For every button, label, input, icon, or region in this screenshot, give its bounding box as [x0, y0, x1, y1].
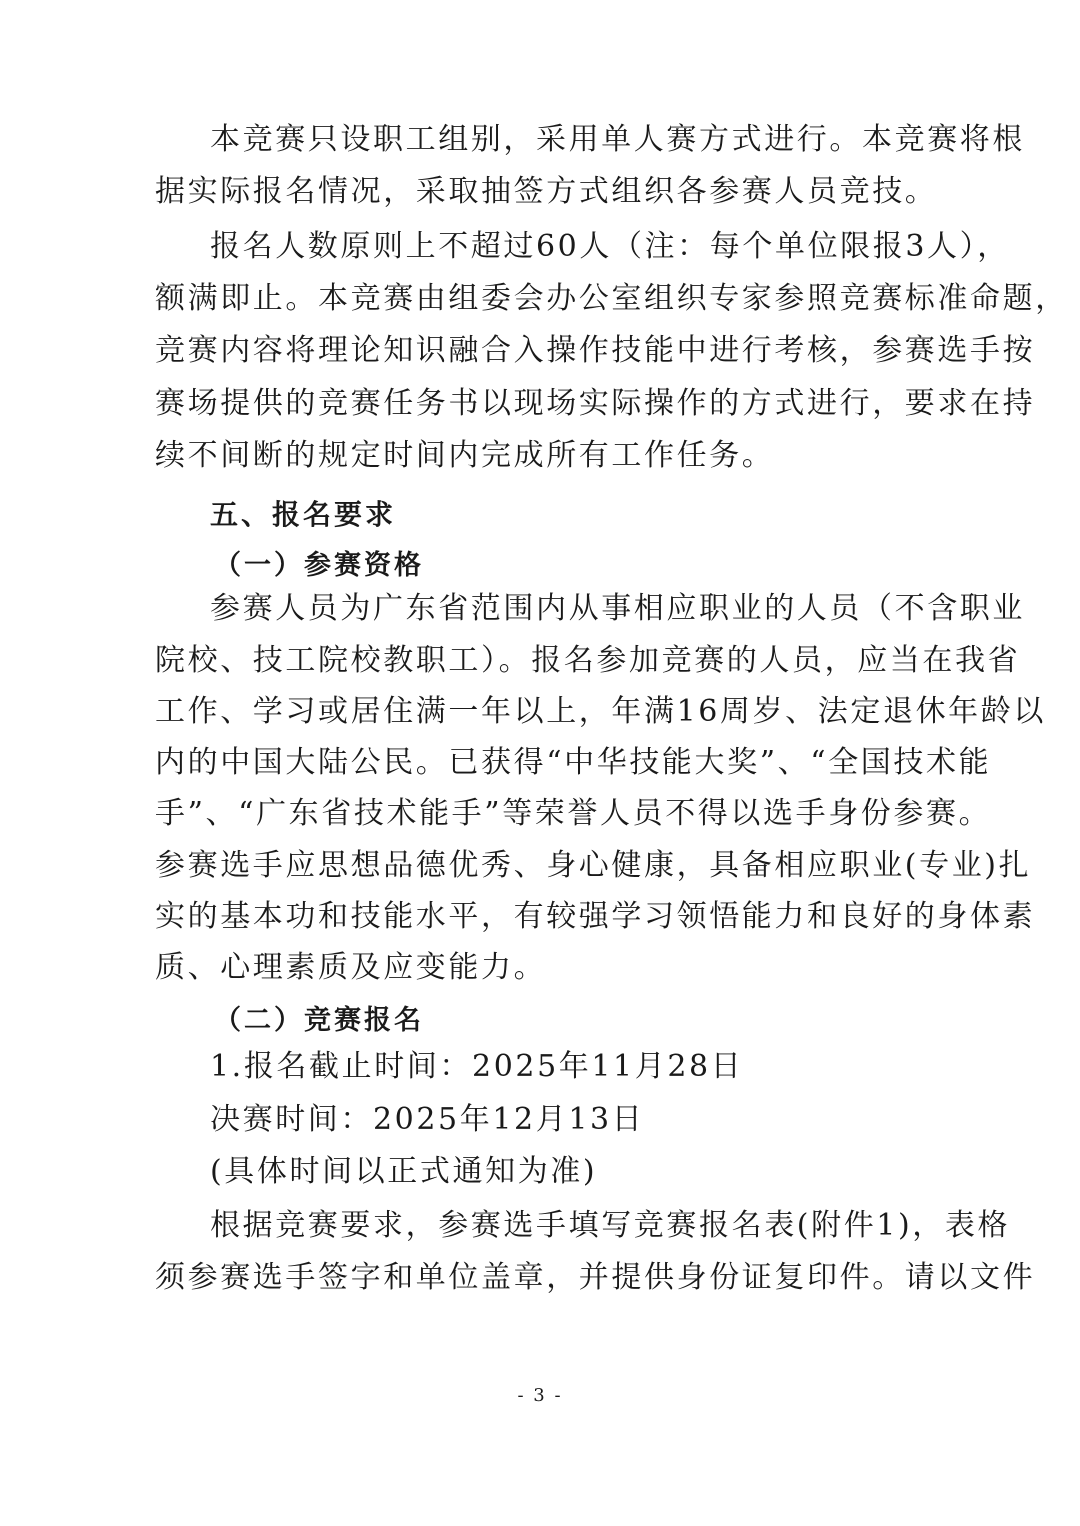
final-date-line: 决赛时间：2025年12月13日: [210, 1102, 645, 1137]
subsection-heading: （一）参赛资格: [214, 550, 424, 581]
paragraph-line: 院校、技工院校教职工）。报名参加竞赛的人员，应当在我省: [155, 643, 1021, 678]
paragraph-line: 额满即止。本竞赛由组委会办公室组织专家参照竞赛标准命题，: [155, 281, 1068, 316]
paragraph-line: 竞赛内容将理论知识融合入操作技能中进行考核，参赛选手按: [155, 333, 1036, 368]
paragraph-line: 参赛选手应思想品德优秀、身心健康，具备相应职业(专业)扎: [155, 848, 1032, 883]
section-heading: 五、报名要求: [210, 498, 397, 531]
paragraph-line: 参赛人员为广东省范围内从事相应职业的人员（不含职业: [210, 591, 1025, 626]
paragraph-line: 须参赛选手签字和单位盖章，并提供身份证复印件。请以文件: [155, 1260, 1036, 1295]
page-number: - 3 -: [517, 1385, 563, 1406]
paragraph-line: 续不间断的规定时间内完成所有工作任务。: [155, 438, 775, 473]
deadline-line: 1.报名截止时间：2025年11月28日: [210, 1049, 744, 1084]
paragraph-line: 实的基本功和技能水平，有较强学习领悟能力和良好的身体素: [155, 899, 1036, 934]
paragraph-line: 本竞赛只设职工组别，采用单人赛方式进行。本竞赛将根: [210, 122, 1025, 157]
paragraph-line: 据实际报名情况，采取抽签方式组织各参赛人员竞技。: [155, 174, 938, 209]
paragraph-line: 报名人数原则上不超过60人（注：每个单位限报3人），: [210, 229, 1010, 264]
note-line: (具体时间以正式通知为准): [210, 1154, 598, 1189]
paragraph-line: 手”、“广东省技术能手”等荣誉人员不得以选手身份参赛。: [155, 796, 992, 831]
paragraph-line: 内的中国大陆公民。已获得“中华技能大奖”、“全国技术能: [155, 745, 992, 780]
subsection-heading: （二）竞赛报名: [214, 1005, 424, 1036]
paragraph-line: 质、心理素质及应变能力。: [155, 950, 547, 985]
paragraph-line: 根据竞赛要求，参赛选手填写竞赛报名表(附件1)，表格: [210, 1208, 1011, 1243]
paragraph-line: 工作、学习或居住满一年以上，年满16周岁、法定退休年龄以: [155, 694, 1046, 729]
paragraph-line: 赛场提供的竞赛任务书以现场实际操作的方式进行，要求在持: [155, 386, 1036, 421]
